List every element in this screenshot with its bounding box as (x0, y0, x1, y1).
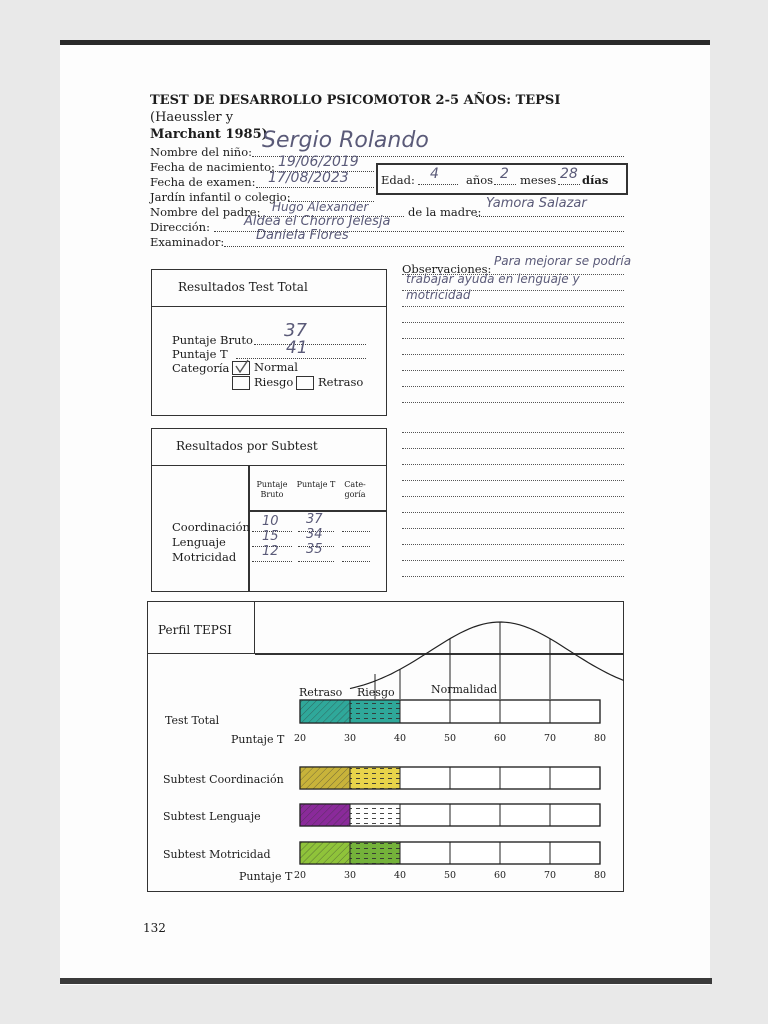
observacion-line (402, 306, 624, 307)
bell-curve (350, 622, 624, 689)
subtest-cat-line-2 (342, 561, 370, 562)
puntaje-bruto-label: Puntaje Bruto (172, 333, 253, 347)
observacion-line (402, 370, 624, 371)
fecha-examen-label: Fecha de examen: (150, 175, 256, 189)
categoria-label: Categoría (172, 361, 230, 375)
observacion-line (402, 480, 624, 481)
col-cat-header: Cate- goría (344, 480, 366, 499)
observacion-line (402, 576, 624, 577)
subtest-bruto-0: 10 (262, 514, 279, 529)
direccion-label: Dirección: (150, 220, 210, 234)
subtest-bruto-2: 12 (262, 544, 279, 559)
riesgo-zone-label: Riesgo (357, 686, 395, 699)
tick-label-sub-30: 30 (343, 870, 357, 881)
observaciones-line1: Para mejorar se podría (494, 254, 632, 268)
observacion-line (402, 448, 624, 449)
observacion-line (402, 544, 624, 545)
fecha-examen-line (256, 187, 374, 188)
title-text: TEST DE DESARROLLO PSICOMOTOR 2-5 AÑOS: TEPSI (150, 93, 561, 108)
edad-meses-line (494, 184, 516, 185)
title-line2: Marchant 1985) (150, 127, 268, 142)
observacion-line (402, 528, 624, 529)
observacion-line (402, 560, 624, 561)
subtest-name-0: Coordinación (172, 520, 250, 534)
edad-anos-value: 4 (430, 166, 439, 182)
madre-label: de la madre: (408, 205, 482, 219)
page-number: 132 (143, 921, 166, 935)
lenguaje-bar-retraso-fill (300, 804, 350, 826)
subtest-cat-line-1 (342, 546, 370, 547)
nombre-padre-value: Hugo Alexander (272, 200, 369, 214)
retraso-zone-label: Retraso (299, 686, 343, 699)
subtest-cat-line-0 (342, 531, 370, 532)
normal-label: Normal (254, 360, 298, 374)
observaciones-line3: motricidad (406, 288, 471, 302)
examinador-line (224, 246, 624, 247)
motricidad-bar-riesgo-fill (350, 842, 400, 864)
normal-checkbox[interactable] (232, 361, 250, 375)
examinador-value: Daniela Flores (256, 228, 349, 243)
retraso-label: Retraso (318, 375, 364, 389)
resultados-total-heading: Resultados Test Total (178, 280, 308, 294)
subtest-row-label-coordinacion: Subtest Coordinación (163, 773, 284, 786)
retraso-checkbox[interactable] (296, 376, 314, 390)
fecha-nacimiento-label: Fecha de nacimiento: (150, 160, 275, 174)
tick-label-total-50: 50 (443, 733, 457, 744)
observacion-line (402, 512, 624, 513)
subtest-row-label-motricidad: Subtest Motricidad (163, 848, 271, 861)
test-total-label: Test Total (165, 714, 220, 727)
lenguaje-bar-riesgo-fill (350, 804, 400, 826)
observacion-line (402, 402, 624, 403)
subtest-t-line-2 (298, 561, 334, 562)
subtest-bruto-line-2 (252, 561, 292, 562)
fecha-nacimiento-value: 19/06/2019 (278, 154, 359, 170)
tick-label-total-60: 60 (493, 733, 507, 744)
tick-label-total-70: 70 (543, 733, 557, 744)
subtest-row-label-lenguaje: Subtest Lenguaje (163, 810, 261, 823)
tick-label-sub-40: 40 (393, 870, 407, 881)
total-bar-riesgo-fill (350, 700, 400, 723)
puntaje-bruto-value: 37 (284, 320, 307, 341)
observacion-line (402, 354, 624, 355)
puntaje-bruto-line (254, 344, 366, 345)
puntaje-t-axis-label-bottom: Puntaje T (239, 870, 293, 883)
nombre-nino-value: Sergio Rolando (262, 128, 429, 153)
edad-meses-label: meses (520, 173, 557, 187)
coordinacion-bar-riesgo-fill (350, 767, 400, 789)
subtest-name-1: Lenguaje (172, 535, 226, 549)
nombre-padre-label: Nombre del padre: (150, 205, 261, 219)
tick-label-total-30: 30 (343, 733, 357, 744)
puntaje-t-line (236, 358, 366, 359)
puntaje-t-value: 41 (286, 338, 308, 358)
tick-label-sub-80: 80 (593, 870, 607, 881)
perfil-heading: Perfil TEPSI (158, 623, 232, 637)
edad-dias-value: 28 (560, 166, 578, 182)
riesgo-label: Riesgo (254, 375, 294, 389)
edad-dias-line (558, 184, 580, 185)
check-icon (233, 359, 251, 375)
observacion-line (402, 290, 624, 291)
fecha-examen-value: 17/08/2023 (268, 170, 349, 186)
puntaje-t-axis-label: Puntaje T (231, 733, 285, 746)
edad-dias-label: días (582, 173, 609, 187)
coordinacion-bar-retraso-fill (300, 767, 350, 789)
madre-line (476, 216, 624, 217)
subtest-t-1: 34 (306, 527, 323, 542)
col-t-header: Puntaje T (296, 480, 336, 489)
resultados-subtest-heading: Resultados por Subtest (176, 439, 318, 453)
tick-label-total-40: 40 (393, 733, 407, 744)
perfil-chart (147, 601, 624, 892)
edad-label: Edad: (381, 173, 415, 187)
edad-anos-label: años (466, 173, 494, 187)
tick-label-sub-70: 70 (543, 870, 557, 881)
normalidad-zone-label: Normalidad (431, 683, 498, 696)
jardin-label: Jardín infantil o colegio: (150, 190, 291, 204)
observacion-line (402, 338, 624, 339)
puntaje-t-label: Puntaje T (172, 347, 228, 361)
riesgo-checkbox[interactable] (232, 376, 250, 390)
examinador-label: Examinador: (150, 235, 225, 249)
edad-meses-value: 2 (500, 166, 509, 182)
observacion-line (402, 432, 624, 433)
observaciones-line2: trabajar ayuda en lenguaje y (406, 272, 580, 286)
motricidad-bar-retraso-fill (300, 842, 350, 864)
tick-label-sub-20: 20 (293, 870, 307, 881)
edad-anos-line (418, 184, 458, 185)
total-bar-retraso-fill (300, 700, 350, 723)
title-citation: (Haeussler y (150, 110, 234, 125)
tick-label-sub-50: 50 (443, 870, 457, 881)
observacion-line (402, 386, 624, 387)
observacion-line (402, 274, 624, 275)
direccion-value: Aldea el Chorro Jelesja (244, 214, 391, 229)
observacion-line (402, 464, 624, 465)
nombre-nino-label: Nombre del niño: (150, 145, 253, 159)
subtest-t-0: 37 (306, 512, 323, 527)
bottom-edge (60, 978, 712, 984)
observacion-line (402, 322, 624, 323)
tick-label-total-20: 20 (293, 733, 307, 744)
madre-value: Yamora Salazar (486, 196, 587, 211)
subtest-t-2: 35 (306, 542, 323, 557)
col-bruto-header: Puntaje Bruto (256, 480, 288, 499)
tick-label-total-80: 80 (593, 733, 607, 744)
subtest-name-2: Motricidad (172, 550, 237, 564)
observacion-line (402, 496, 624, 497)
tick-label-sub-60: 60 (493, 870, 507, 881)
subtest-bruto-1: 15 (262, 529, 279, 544)
observaciones-label: Observaciones: (402, 262, 492, 276)
